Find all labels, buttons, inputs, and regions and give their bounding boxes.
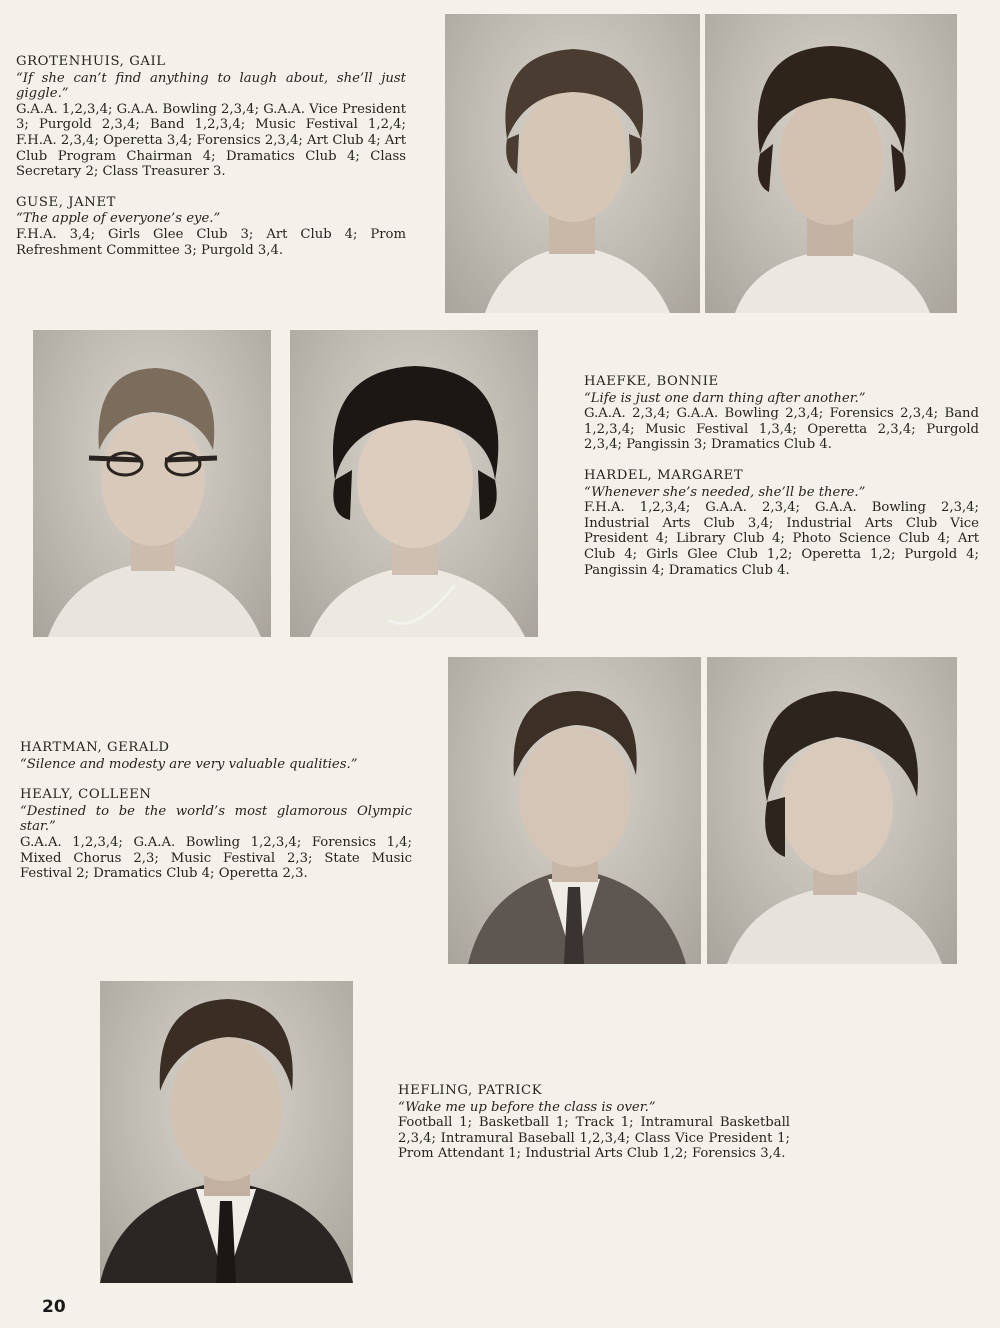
student-quote: “Destined to be the world’s most glamorous Olympic star.” [20,803,412,835]
student-name: GUSE, JANET [16,194,117,210]
student-quote: “Wake me up before the class is over.” [398,1099,656,1115]
student-activities: Football 1; Basketball 1; Track 1; Intramural Basketball 2,3,4; Intramural Baseball 1,2,3,4; Class Vice President 1; Prom Attendant 1; Industrial Arts Club 1,2; Forensics 3,4. [398,1115,790,1162]
student-activities: G.A.A. 2,3,4; G.A.A. Bowling 2,3,4; Forensics 2,3,4; Band 1,2,3,4; Music Festival 1,3,4; Operetta 2,3,4; Purgold 2,3,4; Pangissin 3; Dramatics Club 4. [584,406,979,453]
student-activities: G.A.A. 1,2,3,4; G.A.A. Bowling 1,2,3,4; Forensics 1,4; Mixed Chorus 2,3; Music Festival 2,3; State Music Festival 2; Dramatics Club 4; Operetta 2,3. [20,834,412,882]
student-entry-hefling [398,1083,790,1162]
student-quote: “If she can’t find anything to laugh about, she’ll just giggle.” [16,70,406,102]
student-quote: “Life is just one darn thing after another.” [584,390,866,406]
portrait-photo-grotenhuis [445,14,700,313]
portrait-photo-hefling [100,981,353,1283]
portrait-photo-healy [707,657,957,964]
portrait-photo-haefke [33,330,271,637]
student-entry-haefke-hardel [584,374,979,578]
student-entry-hartman-healy [20,740,412,882]
student-quote: “The apple of everyone’s eye.” [16,211,221,227]
student-activities: F.H.A. 1,2,3,4; G.A.A. 2,3,4; G.A.A. Bowling 2,3,4; Industrial Arts Club 3,4; Industrial Arts Club Vice President 4; Library Club 4; Photo Science Club 4; Art Club 4; Girls Glee Club 1,2; Operetta 1,2; Purgold 4; Pangissin 4; Dramatics Club 4. [584,500,979,578]
student-name: HEALY, COLLEEN [20,787,152,803]
student-name: HEFLING, PATRICK [398,1083,543,1098]
portrait-photo-hartman [448,657,701,964]
portrait-photo-guse [705,14,957,313]
student-entry-grotenhuis-guse [16,54,406,258]
student-activities: F.H.A. 3,4; Girls Glee Club 3; Art Club 4; Prom Refreshment Committee 3; Purgold 3,4. [16,226,406,258]
student-name: GROTENHUIS, GAIL [16,54,166,69]
student-quote: “Silence and modesty are very valuable qualities.” [20,756,358,772]
student-name: HAEFKE, BONNIE [584,374,719,389]
student-activities: G.A.A. 1,2,3,4; G.A.A. Bowling 2,3,4; G.A.A. Vice President 3; Purgold 2,3,4; Band 1,2,3,4; Music Festival 1,2,4; F.H.A. 2,3,4; Operetta 3,4; Forensics 2,3,4; Art Club 4; Art Club Program Chairman 4; Dramatics Club 4; Class Secretary 2; Class Treasurer 3. [16,101,406,180]
portrait-photo-hardel [290,330,538,637]
page-number: 20 [42,1297,66,1317]
student-name: HARDEL, MARGARET [584,467,744,483]
student-name: HARTMAN, GERALD [20,740,170,755]
student-quote: “Whenever she’s needed, she’ll be there.” [584,484,866,500]
